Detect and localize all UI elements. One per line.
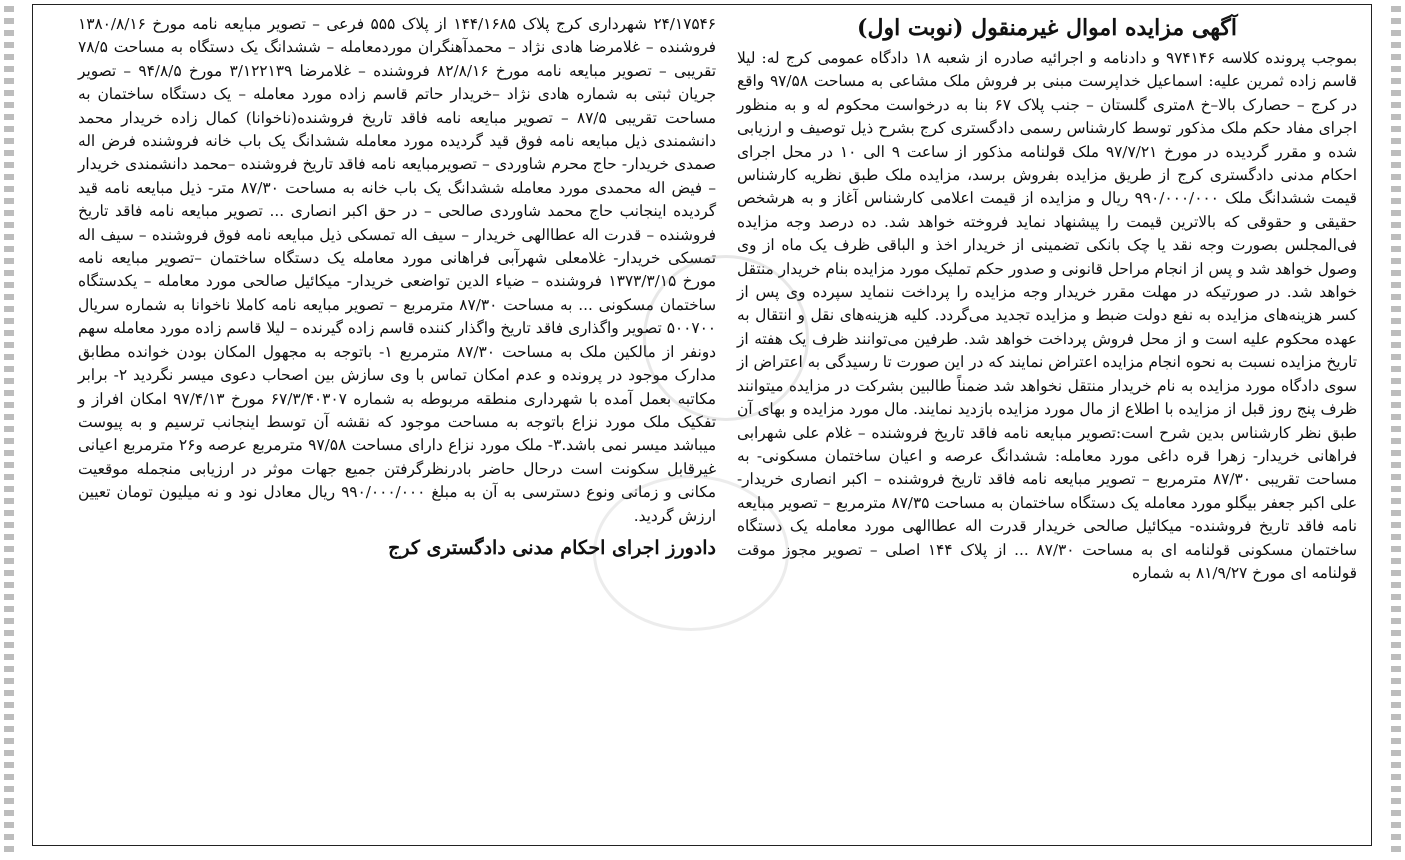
notice-right-column xyxy=(732,13,1358,585)
notice-body-left: ۲۴/۱۷۵۴۶ شهرداری کرج پلاک ۱۴۴/۱۶۸۵ از پلاک ۵۵۵ فرعی – تصویر مبایعه نامه مورخ ۱۳۸۰/۸/۱۶ فروشنده – غلامرضا هادی نژاد – محمدآهنگران موردمعامله – ششدانگ یک دستگاه به مساحت ۷۸/۵ تقریبی – تصویر مبایعه نامه مورخ ۸۲/۸/۱۶ فروشنده – غلامرضا ۳/۱۲۲۱۳۹ مورخ ۹۴/۸/۵ – تصویر جریان ثبتی به شماره هادی نژاد –خریدار حاتم قاسم زاده مورد معامله – یک دستگاه ساختمان به مساحت تقریبی ۸۷/۵ – تصویر مبایعه نامه فاقد تاریخ فروشنده(ناخوانا) کمال زاده خریدار محمد دانشمندی ذیل مبایعه نامه فوق قید گردیده مورد معامله ششدانگ یک باب خانه فروشنده فرض اله صمدی خریدار- حاج محرم شاوردی – تصویرمبایعه نامه فاقد تاریخ فروشنده –محمد دانشمندی خریدار – فیض اله محمدی مورد معامله ششدانگ یک باب خانه به مساحت ۸۷/۳۰ متر- ذیل مبایعه نامه قید گردیده اینجانب حاج محمد شاوردی صالحی – در حق اکبر انصاری ... تصویر مبایعه نامه فاقد تاریخ فروشنده – قدرت اله عطاالهی خریدار – سیف اله تمسکی ذیل مبایعه نامه فوق فروشنده – سیف اله تمسکی خریدار- غلامعلی شهرآبی فراهانی مورد معامله یک دستگاه ساختمان –تصویر مبایعه نامه مورخ ۱۳۷۳/۳/۱۵ فروشنده – ضیاء الدین تواضعی خریدار- میکائیل صالحی مورد معامله – یکدستگاه ساختمان مسکونی ... به مساحت ۸۷/۳۰ مترمربع – تصویر مبایعه نامه کاملا ناخوانا به شماره سریال ۵۰۰۷۰۰ تصویر واگذاری فاقد تاریخ واگذار کننده قاسم زاده گیرنده – لیلا قاسم زاده مورد معامله سهم دونفر از مالکین ملک به مساحت ۸۷/۳۰ مترمربع ۱- باتوجه به مجهول المکان بودن خوانده مطابق مدارک موجود در پرونده و عدم امکان تماس با وی سازش بین اصحاب دعوی میسر نگردید ۲- برابر مکاتبه بعمل آمده با شهرداری منطقه مربوطه به شماره ۶۷/۳/۴۰۳۰۷ مورخ ۹۷/۴/۱۳ امکان افراز و تفکیک ملک مورد نزاع باتوجه به مساحت موجود که نقشه آن توسط اینجانب ترسیم و به پیوست میباشد میسر نمی باشد.۳- ملک مورد نزاع دارای مساحت ۹۷/۵۸ مترمربع عرصه و۲۶ مترمربع اعیانی غیرقابل سکونت است درحال حاضر بادرنظرگرفتن جمیع جهات موثر در ارزیابی منجمله موقعیت مکانی و زمانی ونوع دسترسی به آن به مبلغ ۹۹۰/۰۰۰/۰۰۰ ریال معادل نود و نه میلیون تومان تعیین ارزش گردید. xyxy=(73,15,717,525)
notice-box xyxy=(32,4,1372,846)
notice-signature: دادورز اجرای احکام مدنی دادگستری کرج xyxy=(388,536,716,559)
notice-left-column xyxy=(73,13,717,562)
perforated-edge-left xyxy=(4,6,14,854)
notice-title: آگهی مزایده اموال غیرمنقول (نوبت اول) xyxy=(857,15,1237,41)
perforated-edge-right xyxy=(1391,6,1401,854)
notice-body-right: بموجب پرونده کلاسه ۹۷۴۱۴۶ و دادنامه و اجرائیه صادره از شعبه ۱۸ دادگاه عمومی کرج له: لیلا قاسم زاده ثمرین علیه: اسماعیل خداپرست مبنی بر فروش ملک مشاعی به مساحت ۹۷/۵۸ واقع در کرج – حصارک بالا–خ ۸متری گلستان – جنب پلاک ۶۷ بنا به درخواست محکوم له و به منظور اجرای مفاد حکم ملک مذکور توسط کارشناس رسمی دادگستری کرج بشرح ذیل توصیف و ارزیابی شده و مقرر گردیده در مورخ ۹۷/۷/۲۱ ملک قولنامه مذکور از ساعت ۹ الی ۱۰ در محل اجرای احکام مدنی دادگستری کرج از طریق مزایده بفروش برسد، مزایده ملک طبق نظریه کارشناس قیمت ششدانگ ملک ۹۹۰/۰۰۰/۰۰۰ ریال و مزایده از قیمت اعلامی کارشناس آغاز و به هرشخص حقیقی و حقوقی که بالاترین قیمت را پیشنهاد نماید فروخته خواهد شد. ده درصد وجه مزایده فی‌المجلس بصورت وجه نقد یا چک بانکی تضمینی از خریدار اخذ و الباقی ظرف یک ماه از وی وصول خواهد شد و پس از انجام مراحل قانونی و صدور حکم تملیک مورد مزایده بنام خریدار منتقل خواهد شد. در صورتیکه در مهلت مقرر خریدار وجه مزایده را پرداخت ننماید سپرده وی پس از کسر هزینه‌های مزایده به نفع دولت ضبط و مزایده تجدید می‌گردد. کلیه هزینه‌های نقل و انتقال به عهده محکوم علیه است و از محل فروش پرداخت خواهد شد. طرفین می‌توانند ظرف یک هفته از تاریخ مزایده نسبت به نحوه انجام مزایده اعتراض نمایند که در این صورت تا رسیدگی به اعتراض از سوی دادگاه مورد مزایده به نام خریدار منتقل نخواهد شد ضمناً طالبین بشرکت در مزایده میتوانند ظرف پنج روز قبل از مزایده با اطلاع از مال مورد مزایده بازدید نمایند. مال مورد مزایده و بهای آن طبق نظر کارشناس بدین شرح است:تصویر مبایعه نامه فاقد تاریخ فروشنده – غلام علی شهرابی فراهانی خریدار- زهرا قره داغی مورد معامله: ششدانگ عرصه و اعیان ساختمان مسکونی- به مساحت تقریبی ۸۷/۳۰ مترمربع – تصویر مبایعه نامه فاقد تاریخ فروشنده – اکبر انصاری خریدار- علی اکبر جعفر بیگلو مورد معامله یک دستگاه ساختمان به مساحت ۸۷/۳۵ مترمربع – تصویر مبایعه نامه فاقد تاریخ فروشنده- میکائیل صالحی خریدار قدرت اله عطاالهی مورد معامله یک دستگاه ساختمان مسکونی قولنامه ای به مساحت ۸۷/۳۰ ... از پلاک ۱۴۴ اصلی – تصویر مجوز موقت قولنامه ای مورخ ۸۱/۹/۲۷ به شماره xyxy=(732,49,1358,582)
